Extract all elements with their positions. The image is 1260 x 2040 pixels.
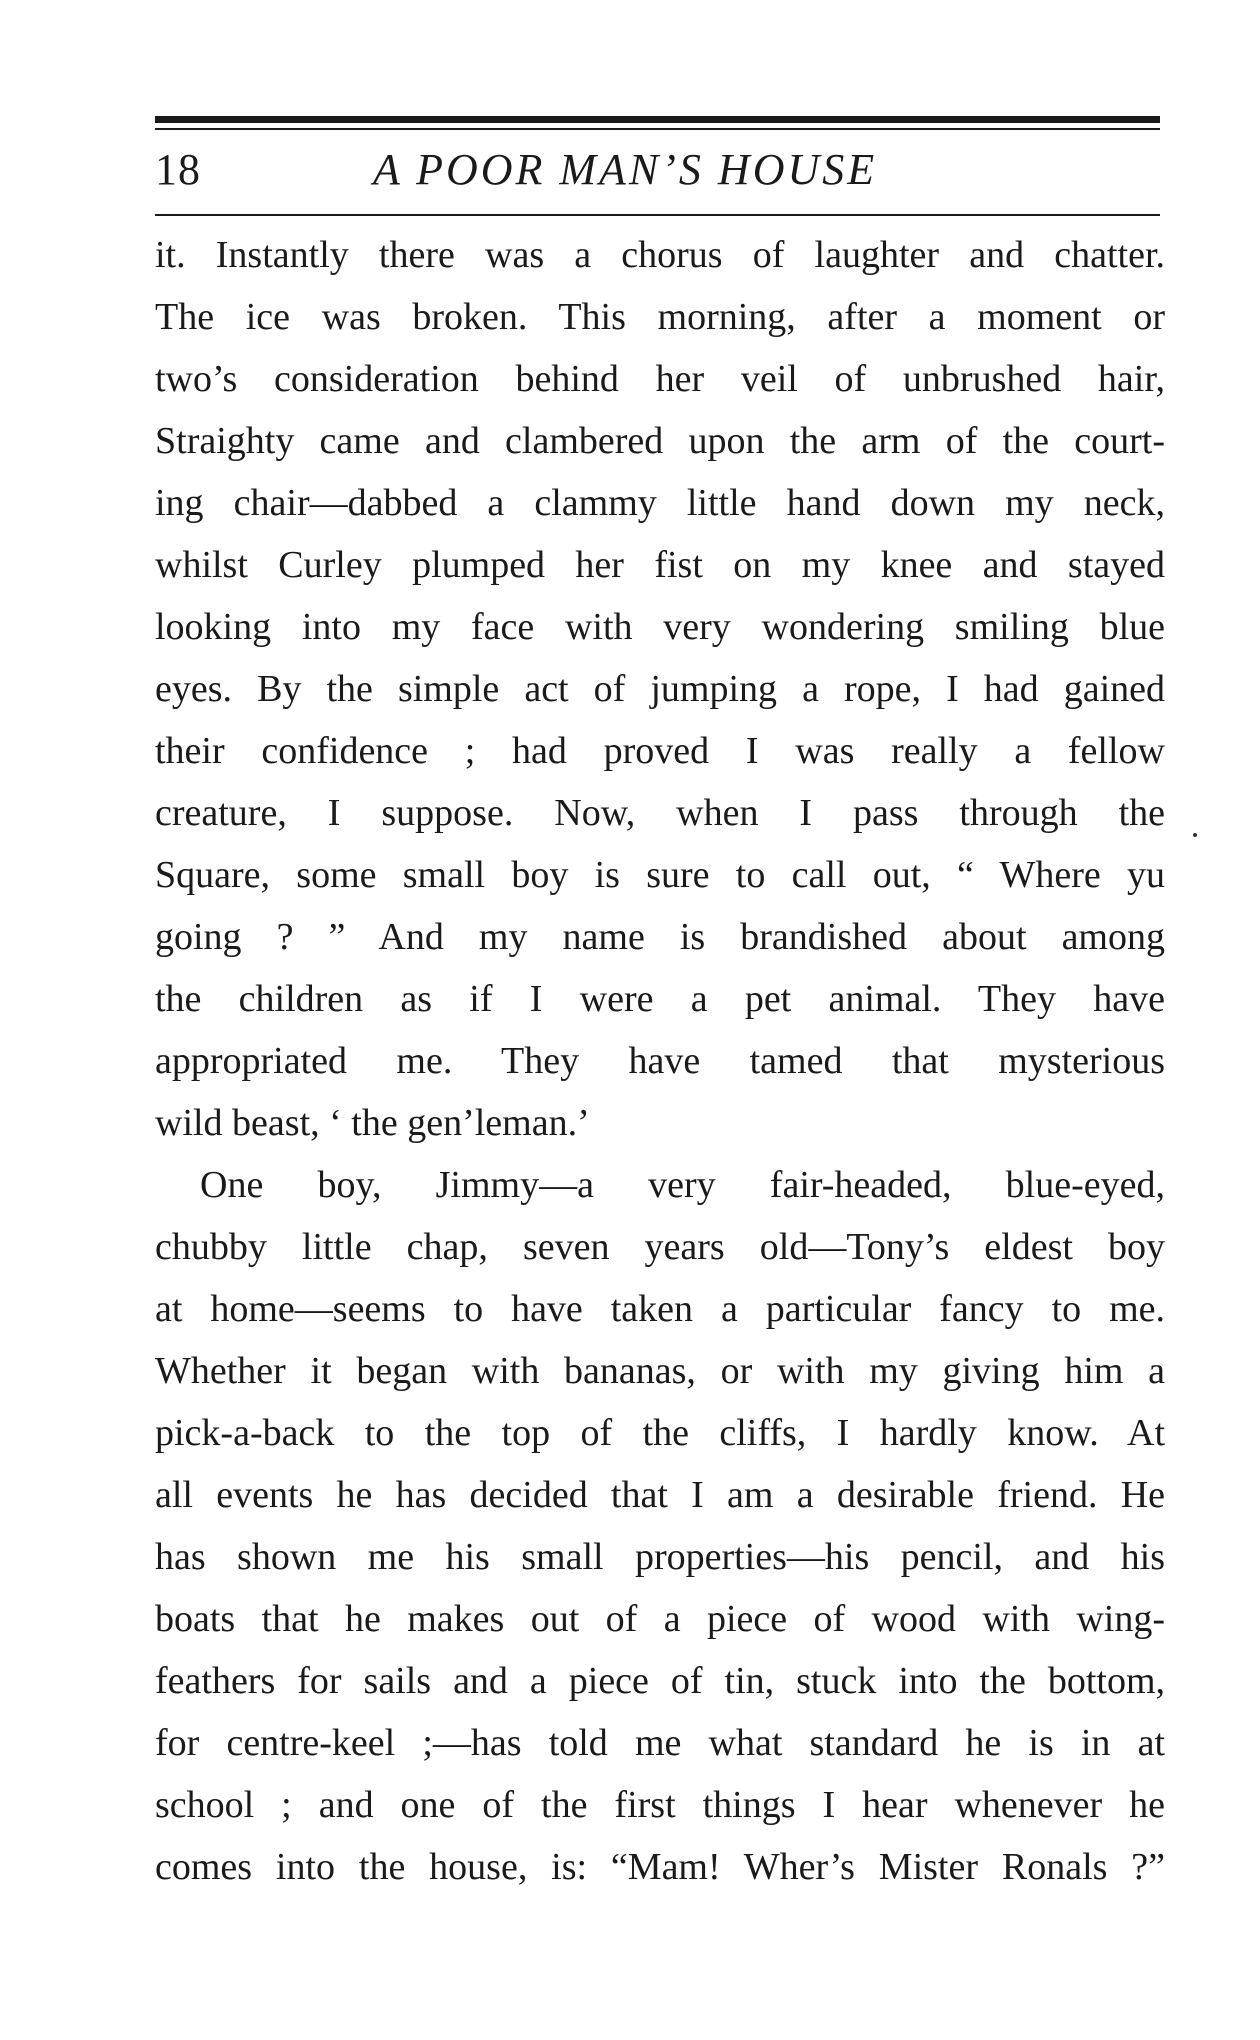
header-rule-bottom [155,214,1160,216]
text-line: two’s consideration behind her veil of unbrushed hair, [155,358,1165,400]
text-line: appropriated me. They have tamed that mysterious [155,1040,1165,1082]
paragraph [155,224,1165,1154]
text-line: wild beast, ‘ the gen’leman.’ [155,1102,590,1144]
page-number: 18 [155,145,201,194]
text-line: chubby little chap, seven years old—Tony’s eldest boy [155,1226,1165,1268]
text-line: Straighty came and clambered upon the arm of the court- [155,420,1165,462]
text-line: Whether it began with bananas, or with my giving him a [155,1350,1165,1392]
text-line: comes into the house, is: “Mam! Wher’s Mister Ronals ?” [155,1846,1165,1888]
text-line: looking into my face with very wondering smiling blue [155,606,1165,648]
ink-speck [1193,833,1197,837]
text-line: all events he has decided that I am a desirable friend. He [155,1474,1165,1516]
text-line: ing chair—dabbed a clammy little hand down my neck, [155,482,1165,524]
text-line: whilst Curley plumped her fist on my knee and stayed [155,544,1165,586]
running-title: A POOR MAN’S HOUSE [373,145,878,194]
text-line: The ice was broken. This morning, after a moment or [155,296,1165,338]
text-line: has shown me his small properties—his pencil, and his [155,1536,1165,1578]
text-line: eyes. By the simple act of jumping a rope, I had gained [155,668,1165,710]
text-line: pick-a-back to the top of the cliffs, I hardly know. At [155,1412,1165,1454]
text-line: for centre-keel ;—has told me what standard he is in at [155,1722,1165,1764]
text-line: Square, some small boy is sure to call out, “ Where yu [155,854,1165,896]
header-rule-thin [155,128,1160,130]
text-line: going ? ” And my name is brandished about among [155,916,1165,958]
text-line: at home—seems to have taken a particular fancy to me. [155,1288,1165,1330]
paragraph [155,1154,1165,1898]
text-line: the children as if I were a pet animal. They have [155,978,1165,1020]
text-line: One boy, Jimmy—a very fair-headed, blue-eyed, [200,1164,1165,1206]
text-line: creature, I suppose. Now, when I pass through the [155,792,1165,834]
text-line: boats that he makes out of a piece of wood with wing- [155,1598,1165,1640]
running-head [155,140,1160,210]
text-line: school ; and one of the first things I hear whenever he [155,1784,1165,1826]
text-line: feathers for sails and a piece of tin, stuck into the bottom, [155,1660,1165,1702]
text-line: it. Instantly there was a chorus of laughter and chatter. [155,234,1165,276]
text-line: their confidence ; had proved I was really a fellow [155,730,1165,772]
header-rule-thick [155,116,1160,123]
body-text [155,224,1165,1898]
